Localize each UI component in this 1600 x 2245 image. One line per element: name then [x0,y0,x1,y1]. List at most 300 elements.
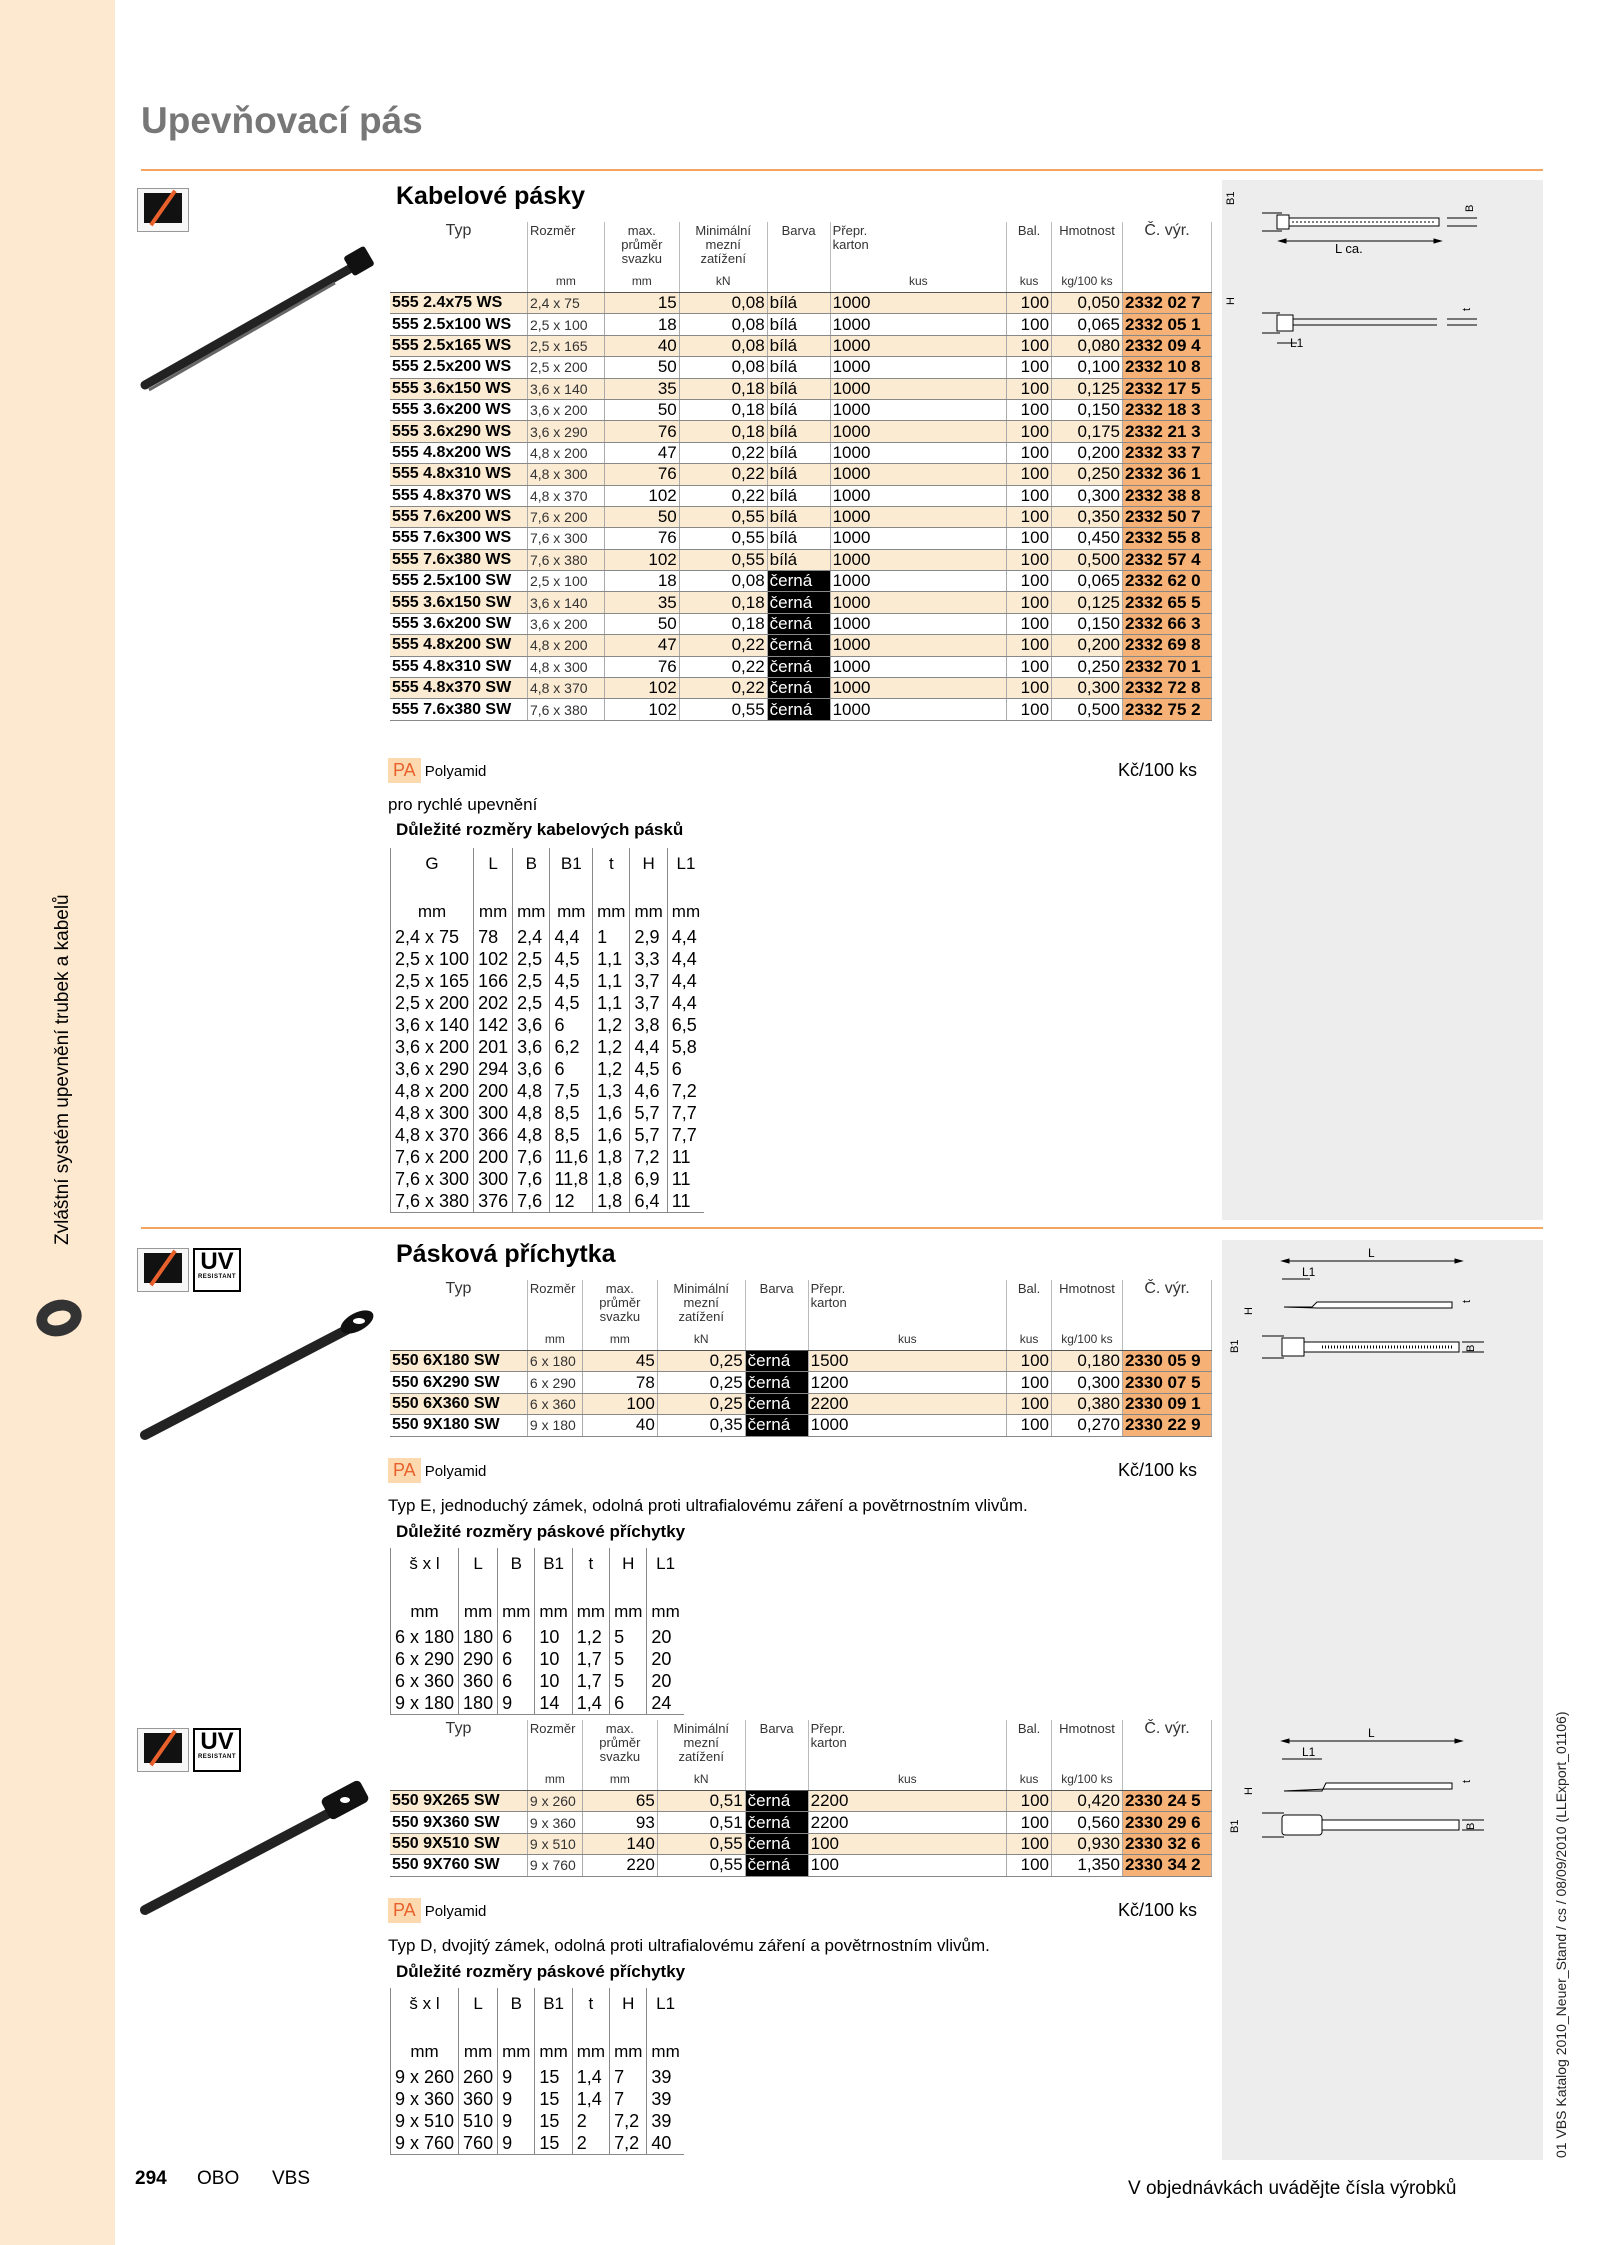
material-label [388,1458,486,1483]
dims-header-cell: mm [459,1580,498,1626]
article-number: 2332 33 7 [1122,442,1211,463]
dims-header-cell: t [572,1548,609,1580]
col-cvyr: Č. výr. [1122,1720,1211,1766]
table-row [390,1791,1212,1812]
article-number: 2332 65 5 [1122,592,1211,613]
product-size: 2,5 x 165 [527,335,604,356]
carton-qty: 1000 [830,357,1006,378]
dims-header-cell: L [474,848,513,880]
dims-header-cell: mm [459,2020,498,2066]
dims-cell: 4,5 [550,970,593,992]
dims-cell: 360 [459,1670,498,1692]
col-rozmer: Rozměr [527,1720,582,1766]
product-type: 555 7.6x380 SW [390,699,527,720]
dims-cell: 9 x 260 [391,2066,459,2088]
color: černá [745,1415,808,1436]
article-number: 2332 72 8 [1122,678,1211,699]
table-row [390,1393,1212,1414]
carton-qty: 1000 [830,485,1006,506]
weight: 0,065 [1052,314,1123,335]
color: bílá [767,421,830,442]
weight: 0,125 [1052,592,1123,613]
col-rozmer: Rozměr [527,1280,582,1326]
dims-cell: 2,5 [513,992,550,1014]
dims-cell: 12 [550,1190,593,1213]
product-type: 555 2.4x75 WS [390,293,527,314]
min-tensile-load: 0,55 [679,549,767,570]
dims-header-cell: H [630,848,667,880]
unit-blank [390,1326,527,1351]
dims-header-cell: B [513,848,550,880]
weight: 0,420 [1052,1791,1123,1812]
dims-row [391,2066,684,2088]
color: černá [745,1833,808,1854]
min-tensile-load: 0,18 [679,399,767,420]
dims-header-cell: mm [498,2020,535,2066]
product-type: 555 4.8x370 SW [390,678,527,699]
max-bundle-diameter: 47 [604,635,679,656]
side-category-label: Zvláštní systém upevnění trubek a kabelů [52,894,73,1245]
dims-cell: 10 [535,1670,572,1692]
label-h: H [1243,1787,1255,1795]
dims-cell: 7,2 [630,1146,667,1168]
table-row [390,656,1212,677]
table-row [390,421,1212,442]
unit-mm: mm [582,1326,657,1351]
dims-cell: 4,8 x 200 [391,1080,474,1102]
dims-cell: 78 [474,926,513,948]
article-number: 2332 66 3 [1122,613,1211,634]
label-l1: L1 [1302,1265,1316,1279]
dims-header-cell: mm [535,2020,572,2066]
weight: 0,080 [1052,335,1123,356]
color: bílá [767,399,830,420]
dims-cell: 3,7 [630,992,667,1014]
catalog-export-note: 01 VBS Katalog 2010_Neuer_Stand / cs / 08/09/2010 (LLExport_01106) [1553,1711,1569,2158]
product-size: 3,6 x 140 [527,592,604,613]
dims-cell: 6 x 360 [391,1670,459,1692]
product-type: 555 2.5x100 WS [390,314,527,335]
dims-row [391,1102,705,1124]
cable-tie-product-image [135,245,380,400]
product-size: 2,5 x 100 [527,314,604,335]
dims-cell: 290 [459,1648,498,1670]
pack-qty: 100 [1007,1415,1052,1436]
unit-kus: kus [808,1326,1006,1351]
unit-blank [745,1766,808,1791]
dims-cell: 1,2 [593,1014,630,1036]
dims-cell: 6 [498,1670,535,1692]
col-prepr: Přepr. karton [808,1280,1006,1326]
label-b1: B1 [1229,1339,1241,1353]
weight: 0,500 [1052,549,1123,570]
dims-cell: 5 [610,1626,647,1648]
table-row [390,1415,1212,1436]
pack-qty: 100 [1007,314,1052,335]
article-number: 2330 29 6 [1122,1812,1211,1833]
dims-cell: 9 [498,2088,535,2110]
min-tensile-load: 0,22 [679,635,767,656]
dims-cell: 2,4 x 75 [391,926,474,948]
dims-cell: 11,8 [550,1168,593,1190]
col-min-load: Minimální mezní zatížení [679,222,767,268]
product-size: 7,6 x 300 [527,528,604,549]
product-size: 3,6 x 200 [527,399,604,420]
product-size: 6 x 290 [527,1372,582,1393]
dims-header-cell: mm [572,1580,609,1626]
color: černá [745,1855,808,1876]
max-bundle-diameter: 102 [604,549,679,570]
min-tensile-load: 0,18 [679,592,767,613]
dims-row [391,926,705,948]
unit-kus: kus [830,268,1006,293]
article-number: 2332 05 1 [1122,314,1211,335]
dims-cell: 11 [671,1147,691,1167]
article-number: 2330 34 2 [1122,1855,1211,1876]
label-l: L [1368,1726,1375,1740]
table-row [390,314,1212,335]
article-number: 2330 09 1 [1122,1393,1211,1414]
dims-header-cell: H [610,1988,647,2020]
dims-cell: 9 [498,2110,535,2132]
min-tensile-load: 0,25 [657,1393,745,1414]
product-size: 4,8 x 370 [527,485,604,506]
dims-row [391,2088,684,2110]
product-size: 3,6 x 200 [527,613,604,634]
page-number: 294 [135,2168,167,2189]
pack-qty: 100 [1007,399,1052,420]
dims-cell: 7,6 [513,1146,550,1168]
weight: 0,250 [1052,656,1123,677]
color: bílá [767,506,830,527]
dims-cell: 7,7 [671,1125,697,1145]
dims-cell: 3,6 [513,1014,550,1036]
dims-header-cell: mm [610,2020,647,2066]
max-bundle-diameter: 140 [582,1833,657,1854]
table-row [390,378,1212,399]
unit-kg: kg/100 ks [1052,268,1123,293]
product-type: 555 3.6x290 WS [390,421,527,442]
label-b1: B1 [1225,191,1237,205]
dims-row [391,970,705,992]
article-number: 2332 02 7 [1122,293,1211,314]
dims-cell: 1,1 [593,948,630,970]
dims-cell: 6 [498,1648,535,1670]
dims-cell: 201 [474,1036,513,1058]
dims-cell: 11,6 [550,1146,593,1168]
dimensions-table-type-d [390,1988,684,2155]
min-tensile-load: 0,55 [679,506,767,527]
table-row [390,1855,1212,1876]
pack-qty: 100 [1007,1812,1052,1833]
table-row [390,549,1212,570]
article-number: 2330 22 9 [1122,1415,1211,1436]
weight: 0,065 [1052,571,1123,592]
dims-header-cell: š x l [391,1988,459,2020]
min-tensile-load: 0,55 [679,528,767,549]
dims-cell: 15 [535,2132,572,2155]
dims-cell: 142 [474,1014,513,1036]
dims-cell: 1,2 [593,1058,630,1080]
carton-qty: 2200 [808,1791,1006,1812]
dims-header-cell: š x l [391,1548,459,1580]
max-bundle-diameter: 18 [604,571,679,592]
dims-cell: 6,9 [630,1168,667,1190]
col-typ: Typ [390,1720,527,1766]
unit-kn: kN [657,1326,745,1351]
max-bundle-diameter: 18 [604,314,679,335]
table-row [390,528,1212,549]
dims-cell: 6 [550,1058,593,1080]
carton-qty: 1000 [830,442,1006,463]
dims-cell: 200 [474,1080,513,1102]
table-row [390,485,1212,506]
carton-qty: 100 [808,1833,1006,1854]
dims-header-cell: mm [535,1580,572,1626]
dims-cell: 1,4 [572,2066,609,2088]
pack-qty: 100 [1007,592,1052,613]
dims-cell: 1 [593,926,630,948]
dims-cell: 4,8 x 370 [391,1124,474,1146]
material-code: PA [388,1898,421,1923]
max-bundle-diameter: 50 [604,506,679,527]
dims-cell: 3,6 x 200 [391,1036,474,1058]
dims-cell: 15 [535,2110,572,2132]
color: bílá [767,378,830,399]
weight: 0,300 [1052,1372,1123,1393]
dims-row [391,948,705,970]
weight: 0,450 [1052,528,1123,549]
col-prepr: Přepr. karton [830,222,1006,268]
material-code: PA [388,758,421,783]
article-number: 2332 69 8 [1122,635,1211,656]
col-bal: Bal. [1007,1720,1052,1766]
dims-header-cell: mm [651,2042,680,2061]
dims-cell: 1,4 [572,2088,609,2110]
dims-cell: 4,4 [671,993,697,1013]
product-size: 6 x 360 [527,1393,582,1414]
color: černá [767,678,830,699]
article-number: 2332 21 3 [1122,421,1211,442]
dims-cell: 1,8 [593,1168,630,1190]
min-tensile-load: 0,55 [657,1833,745,1854]
dims-row [391,2132,684,2155]
dims-cell: 20 [651,1649,672,1669]
carton-qty: 1000 [830,293,1006,314]
product-type: 550 6X360 SW [390,1393,527,1414]
color: černá [745,1351,808,1372]
col-barva: Barva [745,1720,808,1766]
min-tensile-load: 0,51 [657,1791,745,1812]
product-type: 550 9X510 SW [390,1833,527,1854]
dims-header-cell: mm [550,880,593,926]
min-tensile-load: 0,08 [679,571,767,592]
col-bal: Bal. [1007,1280,1052,1326]
dims-header-cell: B [498,1988,535,2020]
product-type: 555 4.8x370 WS [390,485,527,506]
dims-header-cell: B [498,1548,535,1580]
title-divider [141,169,1543,171]
dims-cell: 3,6 x 140 [391,1014,474,1036]
dims-header-cell: L [459,1548,498,1580]
dims-cell: 9 x 360 [391,2088,459,2110]
dims-cell: 200 [474,1146,513,1168]
col-typ: Typ [390,1280,527,1326]
color: bílá [767,357,830,378]
weight: 0,350 [1052,506,1123,527]
article-number: 2332 57 4 [1122,549,1211,570]
carton-qty: 1000 [830,613,1006,634]
dims-cell: 1,8 [593,1190,630,1213]
min-tensile-load: 0,22 [679,678,767,699]
dims-cell: 3,3 [630,948,667,970]
dims-cell: 40 [647,2132,684,2155]
dims-cell: 2,5 [513,970,550,992]
dims-cell: 4,8 [513,1124,550,1146]
dims-header-cell: L1 [656,1554,676,1573]
color: bílá [767,549,830,570]
weight: 0,200 [1052,635,1123,656]
pack-qty: 100 [1007,1372,1052,1393]
table-row [390,571,1212,592]
table-row [390,293,1212,314]
max-bundle-diameter: 50 [604,357,679,378]
color: černá [745,1393,808,1414]
carton-qty: 1000 [830,549,1006,570]
min-tensile-load: 0,08 [679,357,767,378]
dims-row [391,1146,705,1168]
unit-blank [745,1326,808,1351]
dims-header-cell: B1 [535,1548,572,1580]
min-tensile-load: 0,25 [657,1351,745,1372]
dims-cell: 7,6 x 380 [391,1190,474,1213]
dims-cell: 4,8 [513,1102,550,1124]
max-bundle-diameter: 76 [604,464,679,485]
product-size: 2,5 x 200 [527,357,604,378]
dims-cell: 20 [651,1671,672,1691]
pack-qty: 100 [1007,528,1052,549]
pack-qty: 100 [1007,1791,1052,1812]
min-tensile-load: 0,22 [679,442,767,463]
dims-header-cell: mm [391,1580,459,1626]
color: bílá [767,464,830,485]
label-h: H [1225,297,1237,305]
max-bundle-diameter: 102 [604,485,679,506]
carton-qty: 2200 [808,1812,1006,1833]
pack-qty: 100 [1007,378,1052,399]
carton-qty: 100 [808,1855,1006,1876]
col-cvyr: Č. výr. [1122,222,1211,268]
dims-cell: 1,2 [593,1036,630,1058]
max-bundle-diameter: 50 [604,613,679,634]
table-row [390,1812,1212,1833]
dims-cell: 8,5 [550,1124,593,1146]
product-size: 7,6 x 200 [527,506,604,527]
col-max: max. průměr svazku [582,1280,657,1326]
dims-cell: 3,6 [513,1058,550,1080]
carton-qty: 1000 [830,678,1006,699]
min-tensile-load: 0,55 [679,699,767,720]
col-prepr: Přepr. karton [808,1720,1006,1766]
product-type: 555 4.8x310 SW [390,656,527,677]
dims-cell: 20 [651,1627,672,1647]
dims-cell: 166 [474,970,513,992]
product-type: 555 7.6x200 WS [390,506,527,527]
label-lca: L ca. [1335,241,1363,256]
max-bundle-diameter: 220 [582,1855,657,1876]
product-size: 2,5 x 100 [527,571,604,592]
label-h: H [1243,1307,1255,1315]
dims-cell: 9 x 180 [391,1692,459,1715]
weight: 0,050 [1052,293,1123,314]
carton-qty: 1200 [808,1372,1006,1393]
weight: 0,300 [1052,678,1123,699]
dims-cell: 1,6 [593,1124,630,1146]
dims-cell: 2,5 [513,948,550,970]
dims-cell: 4,8 [513,1080,550,1102]
max-bundle-diameter: 40 [582,1415,657,1436]
dims-row [391,2110,684,2132]
fluorine-free-logo [137,1728,189,1772]
unit-blank [390,268,527,293]
max-bundle-diameter: 76 [604,528,679,549]
article-number: 2332 55 8 [1122,528,1211,549]
weight: 0,125 [1052,378,1123,399]
material-name: Polyamid [424,1903,487,1920]
unit-kus: kus [1007,268,1052,293]
cable-ties-table [390,222,1212,721]
unit-blank [767,268,830,293]
label-t: t [1461,1299,1473,1303]
unit-kn: kN [679,268,767,293]
dims-heading: Důležité rozměry kabelových pásků [396,820,684,839]
table-row [390,1833,1212,1854]
pack-qty: 100 [1007,549,1052,570]
color: černá [767,656,830,677]
product-type: 555 4.8x200 SW [390,635,527,656]
dims-row [391,1626,684,1648]
dimensions-table-type-e [390,1548,684,1715]
color: bílá [767,442,830,463]
product-size: 4,8 x 300 [527,464,604,485]
max-bundle-diameter: 78 [582,1372,657,1393]
unit-kn: kN [657,1766,745,1791]
dims-header-cell: mm [630,880,667,926]
dims-cell: 1,7 [572,1648,609,1670]
dims-header-cell: L1 [676,854,696,873]
dims-row [391,1058,705,1080]
max-bundle-diameter: 102 [604,699,679,720]
pack-qty: 100 [1007,357,1052,378]
dims-header-cell: mm [572,2020,609,2066]
table-row [390,678,1212,699]
max-bundle-diameter: 15 [604,293,679,314]
weight: 0,560 [1052,1812,1123,1833]
dims-cell: 4,5 [550,992,593,1014]
dims-cell: 14 [535,1692,572,1715]
section-heading-cable-ties: Kabelové pásky [396,182,585,210]
dims-header-cell: mm [391,880,474,926]
dims-row [391,1648,684,1670]
dims-cell: 3,6 [513,1036,550,1058]
dims-cell: 102 [474,948,513,970]
article-number: 2330 05 9 [1122,1351,1211,1372]
dims-cell: 9 [498,2066,535,2088]
dims-header-cell: G [391,848,474,880]
table-row [390,442,1212,463]
max-bundle-diameter: 76 [604,656,679,677]
footer-line: VBS [272,2168,311,2189]
